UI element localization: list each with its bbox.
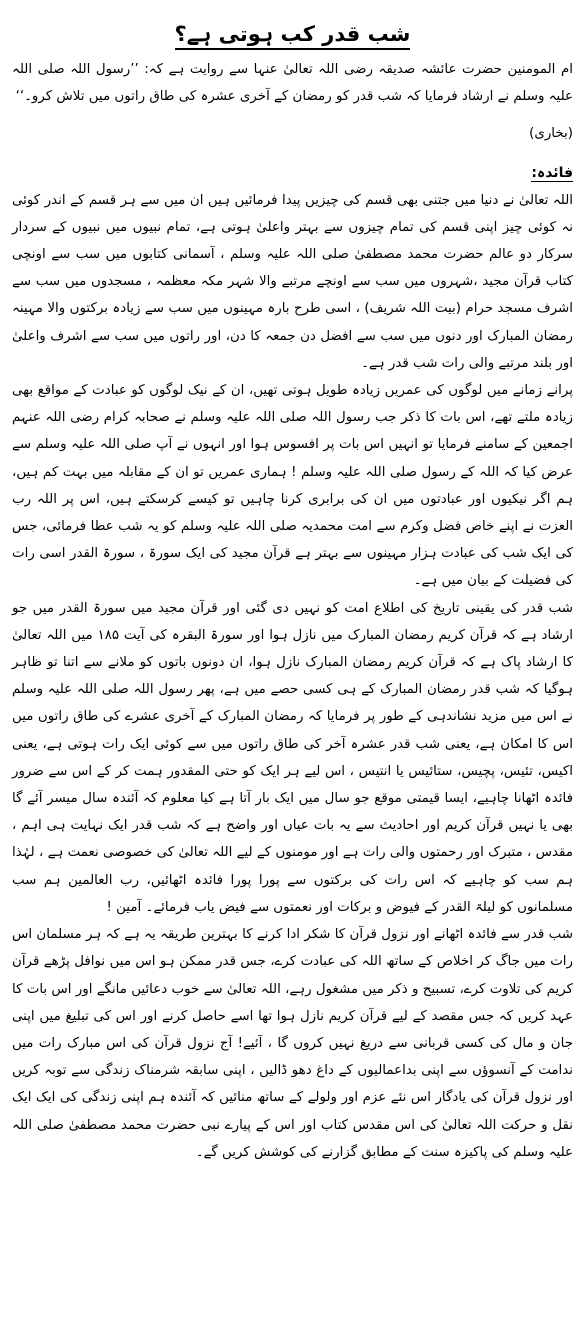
article-title [12, 18, 573, 50]
fayda-label-text: فائدہ: [531, 164, 573, 181]
article-title-text: شب قدر کب ہوتی ہے؟ [175, 22, 411, 50]
paragraph-3: شب قدر کی یقینی تاریخ کی اطلاع امت کو نہیں دی گئی اور قرآن مجید میں سورۃ القدر میں جو ارشاد ہے کہ قرآن کریم رمضان المبارک میں نازل ہوا اور سورۃ البقرہ کی آیت ۱۸۵ میں اللہ تعالیٰ کا ارشاد پاک ہے کہ قرآن کریم رمضان المبارک نازل ہوا، ان دونوں باتوں کو ملانے سے اتنا تو ظاہر ہوگیا کہ شب قدر رمضان المبارک کے ہی کسی حصے میں ہے، پھر رسول اللہ صلی اللہ علیہ وسلم نے اس میں مزید نشاندہی کے طور پر فرمایا کہ رمضان المبارک کے آخری عشرے کی طاق راتوں میں اس کا امکان ہے، یعنی شب قدر عشرہ آخر کی طاق راتوں میں سے کوئی ایک رات ہوتی ہے، یعنی اکیس، تئیس، پچیس، ستائیس یا انتیس ، اس لیے ہر ایک کو حتی المقدور ہمت کر کے اس سے ضرور فائدہ اٹھانا چاہیے، ایسا قیمتی موقع جو سال میں ایک بار آتا ہے کیا معلوم کہ آئندہ سال میسر آئے گا بھی یا نہیں قرآن کریم اور احادیث سے یہ بات عیاں اور واضح ہے کہ شب قدر ایک نہایت ہی اہم ، مقدس ، متبرک اور رحمتوں والی رات ہے اور مومنوں کے لیے اللہ تعالیٰ کی خصوصی نعمت ہے ، لہٰذا ہم سب کو چاہیے کہ اس رات کی برکتوں سے پورا پورا فائدہ اٹھائیں، رب العالمین ہم سب مسلمانوں کو لیلۃ القدر کے فیوض و برکات اور نعمتوں سے فیض یاب فرمائے۔ آمین ! [12, 600, 574, 915]
paragraph-4: شب قدر سے فائدہ اٹھانے اور نزول قرآن کا شکر ادا کرنے کا بہترین طریقہ یہ ہے کہ ہر مسلمان اس رات میں جاگ کر اخلاص کے ساتھ اللہ کی عبادت کرے، جس قدر ممکن ہو اس میں نوافل پڑھے قرآن کریم کی تلاوت کرے، تسبیح و ذکر میں مشغول رہے، اللہ تعالیٰ سے خوب دعائیں مانگے اور اس بات کا عہد کریں کہ جس مقصد کے لیے قرآن کریم نازل ہوا تھا اسے حاصل کرنے اور اس کی تبلیغ میں اپنی جان و مال کی کسی قربانی سے دریغ نہیں کروں گا ، آئیے! آج نزول قرآن کی اس مبارک رات میں ندامت کے آنسوؤں سے اپنی بداعمالیوں کے داغ دھو ڈالیں ، اپنی سابقہ شرمناک زندگی سے توبہ کریں اور نزول قرآن کی یادگار اس نئے عزم اور ولولے کے ساتھ منائیں کہ آئندہ ہم اپنی زندگی کی ایک ایک نقل و حرکت اللہ تعالیٰ کی اس مقدس کتاب اور اس کے پیارے نبی حضرت محمد مصطفیٰ صلی اللہ علیہ وسلم کی پاکیزہ سنت کے مطابق گزارنے کی کوشش کریں گے۔ [12, 927, 573, 1160]
hadith-intro: ام المومنین حضرت عائشہ صدیقہ رضی اللہ تعالیٰ عنہا سے روایت ہے کہ: ’’رسول اللہ صلی اللہ علیہ وسلم نے ارشاد فرمایا کہ شب قدر کو رمضان کے آخری عشرہ کی طاق راتوں میں تلاش کرو۔‘‘ [12, 62, 573, 105]
paragraph-1: اللہ تعالیٰ نے دنیا میں جتنی بھی قسم کی چیزیں پیدا فرمائیں ہیں ان میں سے ہر قسم کے اندر کوئی نہ کوئی چیز اپنی قسم کی تمام چیزوں سے بہتر واعلیٰ ہوتی ہے، تمام نبیوں میں نبیوں کے سردار سرکار دو عالم حضرت محمد مصطفیٰ صلی اللہ علیہ وسلم ، آسمانی کتابوں میں سب سے اونچی کتاب قرآن مجید ،شہروں میں سب سے اونچے مرتبے والا شہر مکہ معظمہ ، مسجدوں میں سب سے اشرف مسجد حرام (بیت اللہ شریف) ، اسی طرح بارہ مہینوں میں سب سے زیادہ برکتوں والا مہینہ رمضان المبارک اور دنوں میں سب سے افضل دن جمعہ کا دن، اور راتوں میں سب سے اشرف واعلیٰ اور بلند مرتبے والی رات شب قدر ہے۔ [12, 192, 573, 371]
paragraph-2: پرانے زمانے میں لوگوں کی عمریں زیادہ طویل ہوتی تھیں، ان کے نیک لوگوں کو عبادت کے مواقع بھی زیادہ ملتے تھے، اس بات کا ذکر جب رسول اللہ صلی اللہ علیہ وسلم نے صحابہ کرام رضی اللہ عنہم اجمعین کے سامنے فرمایا تو انہیں اس بات پر افسوس ہوا اور انہوں نے آپ صلی اللہ علیہ وسلم سے عرض کیا کہ اللہ کے رسول صلی اللہ علیہ وسلم ! ہماری عمریں تو ان کے مقابلہ میں بہت کم ہیں، ہم اگر نیکیوں اور عبادتوں میں ان کی برابری کرنا چاہیں تو کیسے کرسکتے ہیں، اس پر اللہ رب العزت نے اپنے خاص فضل وکرم سے امت محمدیہ صلی اللہ علیہ وسلم کو یہ شب عطا فرمائی، جس کی ایک شب کی عبادت ہزار مہینوں سے بہتر ہے قرآن مجید کی ایک سورۃ ، سورۃ القدر اسی رات کی فضیلت کے بیان میں ہے۔ [12, 383, 573, 589]
hadith-citation: (بخاری) [529, 126, 573, 142]
fayda-label [12, 160, 573, 187]
